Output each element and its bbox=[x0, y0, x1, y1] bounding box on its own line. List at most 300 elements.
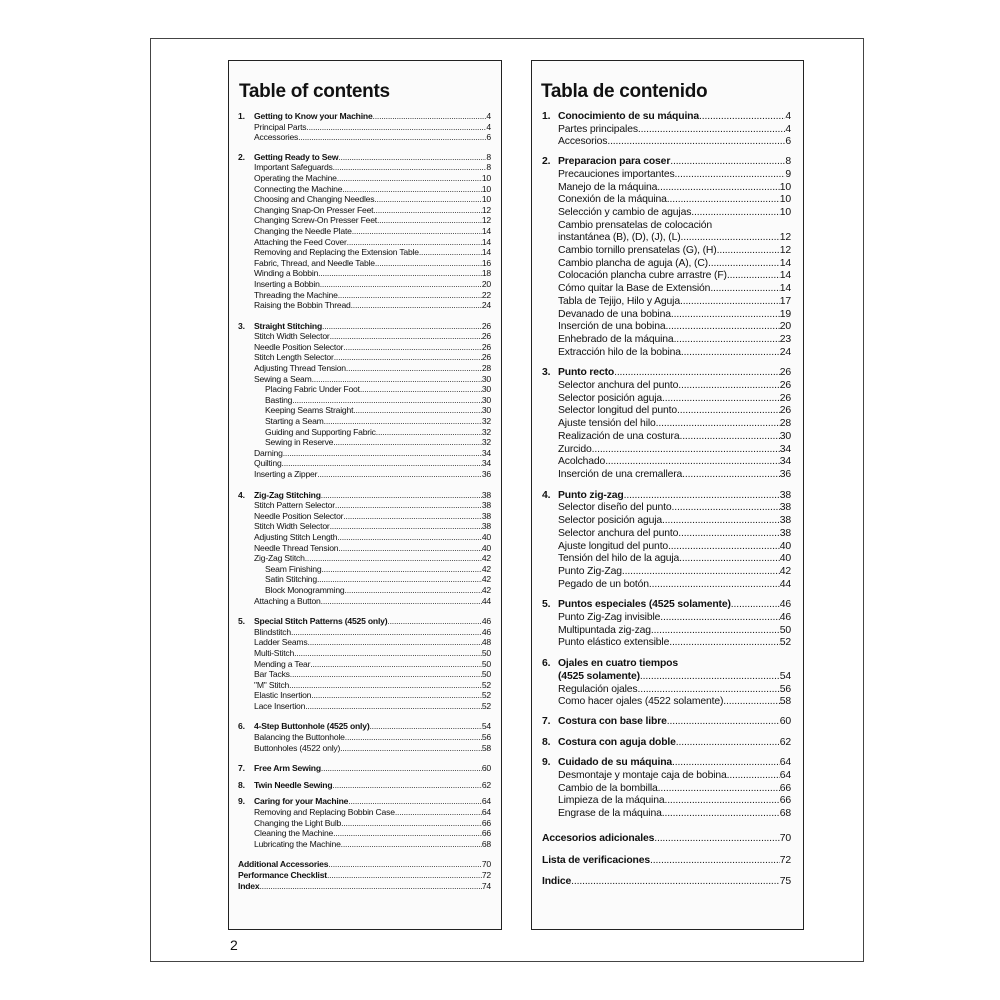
toc-entry[interactable] bbox=[542, 566, 791, 579]
toc-dot-leader bbox=[292, 395, 482, 406]
toc-entry-label: Stitch Length Selector bbox=[254, 352, 334, 363]
toc-entry-label: Removing and Replacing Bobbin Case bbox=[254, 807, 395, 818]
toc-entry-label: (4525 solamente) bbox=[558, 670, 640, 682]
toc-entry[interactable] bbox=[542, 833, 791, 846]
toc-entry[interactable] bbox=[238, 721, 491, 732]
toc-entry[interactable] bbox=[238, 205, 491, 216]
toc-entry-number: 9. bbox=[238, 796, 245, 807]
toc-entry-label: Desmontaje y montaje caja de bobina bbox=[558, 770, 727, 782]
toc-entry[interactable] bbox=[238, 500, 491, 511]
toc-dot-leader bbox=[338, 290, 482, 301]
toc-entry[interactable] bbox=[238, 780, 491, 791]
toc-entry-page: 64 bbox=[481, 796, 491, 807]
toc-entry-label: Inserting a Zipper bbox=[254, 469, 318, 479]
toc-entry-label: Punto Zig-Zag bbox=[558, 565, 622, 577]
toc-entry-page: 10 bbox=[481, 194, 491, 205]
toc-entry-page: 4 bbox=[486, 111, 491, 121]
toc-entry[interactable] bbox=[238, 331, 491, 342]
toc-entry[interactable] bbox=[238, 490, 491, 501]
toc-entry-label: Starting a Seam bbox=[265, 416, 324, 427]
toc-entry-label: instantánea (B), (D), (J), (L) bbox=[558, 232, 681, 244]
toc-entry[interactable] bbox=[238, 122, 491, 133]
toc-entry[interactable] bbox=[238, 564, 491, 575]
toc-entry-page: 72 bbox=[481, 870, 491, 880]
toc-entry[interactable] bbox=[542, 658, 791, 671]
toc-entry[interactable] bbox=[238, 543, 491, 554]
toc-entry[interactable] bbox=[238, 111, 491, 122]
toc-entry-page: 62 bbox=[779, 736, 791, 748]
toc-entry[interactable] bbox=[238, 374, 491, 385]
toc-entry[interactable] bbox=[238, 859, 491, 870]
toc-entry-page: 28 bbox=[481, 363, 491, 374]
toc-entry[interactable] bbox=[238, 237, 491, 248]
toc-entry[interactable] bbox=[542, 876, 791, 889]
toc-entry[interactable] bbox=[238, 321, 491, 332]
toc-entry-label: Cleaning the Machine bbox=[254, 828, 334, 839]
toc-section bbox=[542, 490, 791, 592]
toc-entry[interactable] bbox=[542, 716, 791, 729]
toc-dot-leader bbox=[282, 458, 482, 469]
toc-entry[interactable] bbox=[238, 743, 491, 754]
toc-dot-leader bbox=[717, 245, 780, 258]
toc-entry-page: 42 bbox=[481, 553, 491, 564]
toc-dot-leader bbox=[334, 352, 482, 363]
toc-section bbox=[238, 152, 491, 311]
toc-dot-leader bbox=[708, 258, 780, 271]
toc-entry-label: Changing the Light Bulb bbox=[254, 817, 342, 828]
toc-entry-label: Straight Stitching bbox=[254, 320, 323, 331]
toc-entry-page: 70 bbox=[779, 832, 791, 844]
toc-entry-page: 46 bbox=[481, 626, 491, 637]
toc-entry[interactable] bbox=[238, 648, 491, 659]
toc-entry[interactable] bbox=[542, 111, 791, 124]
toc-entry-number: 2. bbox=[238, 151, 245, 162]
toc-dot-leader bbox=[699, 111, 785, 124]
toc-entry-page: 30 bbox=[481, 384, 491, 395]
toc-entry[interactable] bbox=[542, 612, 791, 625]
toc-entry[interactable] bbox=[542, 334, 791, 347]
toc-entry-page: 32 bbox=[481, 416, 491, 427]
toc-entry-label: Threading the Machine bbox=[254, 289, 338, 300]
toc-entry[interactable] bbox=[542, 321, 791, 334]
toc-entry-label: Precauciones importantes bbox=[558, 168, 675, 180]
toc-entry-label: Selector posición aguja bbox=[558, 515, 662, 527]
toc-entry-number: 8. bbox=[238, 779, 245, 790]
toc-entry[interactable] bbox=[238, 763, 491, 774]
toc-entry-label: Changing Snap-On Presser Feet bbox=[254, 204, 374, 215]
toc-entry[interactable] bbox=[238, 395, 491, 406]
toc-entry-page: 14 bbox=[779, 283, 791, 295]
toc-section bbox=[238, 796, 491, 849]
toc-entry-label: Choosing and Changing Needles bbox=[254, 194, 375, 205]
toc-dot-leader bbox=[332, 780, 481, 791]
toc-entry-page: 8 bbox=[486, 151, 491, 162]
toc-entry-label: Winding a Bobbin bbox=[254, 268, 319, 279]
toc-entry-page: 8 bbox=[785, 156, 791, 168]
toc-entry-page: 6 bbox=[785, 136, 791, 148]
toc-entry-page: 6 bbox=[486, 132, 491, 143]
toc-entry-label: Darning bbox=[254, 447, 283, 458]
toc-entry[interactable] bbox=[238, 437, 491, 448]
toc-entry[interactable] bbox=[238, 659, 491, 670]
toc-entry[interactable] bbox=[542, 490, 791, 503]
toc-entry[interactable] bbox=[542, 207, 791, 220]
toc-entry-label: Tabla de Tejijo, Hilo y Aguja bbox=[558, 295, 680, 307]
toc-entry[interactable] bbox=[238, 732, 491, 743]
toc-entry[interactable] bbox=[542, 637, 791, 650]
toc-entry-label: Connecting the Machine bbox=[254, 183, 343, 194]
toc-section bbox=[542, 111, 791, 149]
toc-entry[interactable] bbox=[238, 384, 491, 395]
toc-entry-page: 14 bbox=[481, 247, 491, 258]
toc-entry[interactable] bbox=[238, 585, 491, 596]
toc-entry-page: 70 bbox=[481, 859, 491, 870]
toc-entry[interactable] bbox=[238, 300, 491, 311]
toc-entry-label: Realización de una costura bbox=[558, 430, 680, 442]
toc-entry-page: 9 bbox=[785, 168, 791, 180]
toc-entry[interactable] bbox=[542, 855, 791, 868]
toc-entry-label: Punto recto bbox=[558, 367, 615, 379]
toc-entry[interactable] bbox=[238, 405, 491, 416]
toc-entry-label: Cambio tornillo prensatelas (G), (H) bbox=[558, 245, 717, 257]
toc-dot-leader bbox=[306, 122, 486, 133]
toc-dot-leader bbox=[328, 859, 482, 870]
toc-entry[interactable] bbox=[542, 258, 791, 271]
toc-entry-label: Needle Thread Tension bbox=[254, 542, 339, 553]
toc-entry[interactable] bbox=[238, 352, 491, 363]
toc-entry-page: 46 bbox=[779, 612, 791, 624]
toc-section bbox=[238, 859, 491, 891]
toc-entry[interactable] bbox=[542, 469, 791, 482]
toc-dot-leader bbox=[650, 855, 780, 868]
toc-entry[interactable] bbox=[238, 458, 491, 469]
toc-entry-page: 10 bbox=[779, 194, 791, 206]
toc-entry[interactable] bbox=[542, 795, 791, 808]
toc-entry-page: 32 bbox=[481, 437, 491, 448]
toc-entry[interactable] bbox=[238, 881, 491, 892]
toc-entry-page: 26 bbox=[779, 367, 791, 379]
toc-entry-page: 50 bbox=[779, 624, 791, 636]
toc-entry-label: Additional Accessories bbox=[238, 859, 329, 870]
toc-dot-leader bbox=[322, 321, 482, 332]
toc-entry[interactable] bbox=[542, 553, 791, 566]
toc-dot-leader bbox=[338, 543, 481, 554]
toc-entry[interactable] bbox=[542, 169, 791, 182]
toc-entry[interactable] bbox=[238, 215, 491, 226]
toc-entry-label: Sewing a Seam bbox=[254, 373, 312, 384]
spanish-toc-panel bbox=[531, 60, 804, 930]
toc-entry[interactable] bbox=[238, 132, 491, 143]
toc-entry-number: 1. bbox=[542, 111, 551, 122]
toc-dot-leader bbox=[317, 469, 482, 480]
toc-entry[interactable] bbox=[238, 627, 491, 638]
toc-entry[interactable] bbox=[542, 696, 791, 709]
toc-entry[interactable] bbox=[238, 162, 491, 173]
toc-entry[interactable] bbox=[238, 342, 491, 353]
toc-section bbox=[238, 763, 491, 774]
toc-entry[interactable] bbox=[542, 541, 791, 554]
toc-dot-leader bbox=[667, 716, 780, 729]
toc-entry-number: 3. bbox=[542, 367, 551, 379]
toc-entry-label: Twin Needle Sewing bbox=[254, 779, 333, 790]
toc-entry-page: 17 bbox=[779, 295, 791, 307]
toc-entry-page: 62 bbox=[481, 779, 491, 790]
toc-entry[interactable] bbox=[542, 757, 791, 770]
toc-entry-page: 14 bbox=[481, 225, 491, 236]
toc-entry[interactable] bbox=[542, 444, 791, 457]
toc-dot-leader bbox=[327, 870, 482, 881]
toc-entry[interactable] bbox=[238, 839, 491, 850]
toc-entry[interactable] bbox=[238, 173, 491, 184]
toc-entry-label: Preparacion para coser bbox=[558, 156, 671, 168]
toc-entry[interactable] bbox=[542, 194, 791, 207]
toc-entry[interactable] bbox=[238, 194, 491, 205]
toc-entry-label: Fabric, Thread, and Needle Table bbox=[254, 257, 375, 268]
english-toc-title: Table of contents bbox=[239, 81, 390, 102]
toc-dot-leader bbox=[664, 795, 779, 808]
toc-dot-leader bbox=[679, 431, 779, 444]
toc-entry-number: 7. bbox=[238, 763, 245, 774]
toc-entry[interactable] bbox=[542, 502, 791, 515]
toc-entry[interactable] bbox=[542, 671, 791, 684]
toc-entry[interactable] bbox=[238, 828, 491, 839]
toc-entry-page: 64 bbox=[481, 807, 491, 818]
spanish-toc-title: Tabla de contenido bbox=[541, 81, 708, 102]
toc-entry-label: Puntos especiales (4525 solamente) bbox=[558, 599, 731, 611]
toc-entry-page: 30 bbox=[481, 405, 491, 416]
toc-dot-leader bbox=[317, 574, 482, 585]
toc-entry[interactable] bbox=[238, 818, 491, 829]
toc-entry-number: 8. bbox=[542, 736, 551, 748]
toc-entry[interactable] bbox=[542, 515, 791, 528]
toc-entry[interactable] bbox=[542, 528, 791, 541]
toc-entry-page: 23 bbox=[779, 333, 791, 345]
toc-entry[interactable] bbox=[542, 283, 791, 296]
toc-dot-leader bbox=[311, 690, 482, 701]
toc-entry-page: 68 bbox=[779, 808, 791, 820]
toc-entry[interactable] bbox=[542, 136, 791, 149]
toc-dot-leader bbox=[290, 669, 482, 680]
toc-entry-page: 30 bbox=[481, 394, 491, 405]
toc-dot-leader bbox=[671, 309, 780, 322]
toc-entry[interactable] bbox=[238, 511, 491, 522]
toc-entry[interactable] bbox=[542, 684, 791, 697]
toc-dot-leader bbox=[337, 173, 482, 184]
toc-entry-label: Changing the Needle Plate bbox=[254, 225, 352, 236]
toc-entry-page: 30 bbox=[481, 373, 491, 384]
toc-entry-page: 12 bbox=[481, 215, 491, 226]
toc-entry[interactable] bbox=[542, 599, 791, 612]
toc-entry[interactable] bbox=[542, 232, 791, 245]
toc-entry[interactable] bbox=[238, 290, 491, 301]
toc-entry-page: 10 bbox=[779, 206, 791, 218]
toc-entry-label: Special Stitch Patterns (4525 only) bbox=[254, 616, 388, 627]
toc-entry-page: 4 bbox=[486, 121, 491, 132]
toc-dot-leader bbox=[723, 696, 779, 709]
toc-entry[interactable] bbox=[542, 182, 791, 195]
toc-dot-leader bbox=[312, 374, 482, 385]
toc-entry-label: Como hacer ojales (4522 solamente) bbox=[558, 696, 724, 708]
toc-entry[interactable] bbox=[542, 347, 791, 360]
toc-entry[interactable] bbox=[542, 625, 791, 638]
toc-entry-number: 7. bbox=[542, 715, 551, 727]
toc-entry-label: Acolchado bbox=[558, 456, 606, 468]
toc-dot-leader bbox=[674, 334, 780, 347]
toc-entry-label: Punto elástico extensible bbox=[558, 637, 670, 649]
toc-entry-number: 1. bbox=[238, 111, 245, 121]
toc-entry[interactable] bbox=[542, 393, 791, 406]
toc-entry-page: 40 bbox=[481, 531, 491, 542]
toc-dot-leader bbox=[340, 743, 482, 754]
toc-dot-leader bbox=[605, 456, 780, 469]
spanish-toc-list bbox=[542, 111, 791, 889]
toc-entry[interactable] bbox=[542, 770, 791, 783]
toc-entry[interactable] bbox=[542, 783, 791, 796]
toc-entry[interactable] bbox=[542, 405, 791, 418]
toc-entry[interactable] bbox=[238, 258, 491, 269]
toc-entry-label: Block Monogramming bbox=[265, 584, 345, 595]
toc-entry-page: 26 bbox=[779, 380, 791, 392]
toc-entry[interactable] bbox=[238, 807, 491, 818]
toc-entry[interactable] bbox=[238, 596, 491, 607]
toc-dot-leader bbox=[662, 393, 780, 406]
toc-entry[interactable] bbox=[238, 637, 491, 648]
toc-entry-label: Lista de verificaciones bbox=[542, 854, 651, 866]
toc-entry[interactable] bbox=[238, 363, 491, 374]
toc-entry-page: 66 bbox=[779, 782, 791, 794]
toc-entry[interactable] bbox=[238, 616, 491, 627]
toc-entry-page: 34 bbox=[481, 447, 491, 458]
toc-dot-leader bbox=[373, 205, 481, 216]
toc-entry[interactable] bbox=[238, 416, 491, 427]
toc-dot-leader bbox=[710, 283, 779, 296]
toc-entry[interactable] bbox=[542, 270, 791, 283]
toc-entry[interactable] bbox=[542, 380, 791, 393]
toc-entry-page: 26 bbox=[481, 331, 491, 342]
toc-entry-page: 52 bbox=[779, 637, 791, 649]
toc-entry-page: 24 bbox=[779, 346, 791, 358]
toc-section bbox=[238, 616, 491, 711]
toc-section bbox=[238, 780, 491, 791]
toc-entry-page: 66 bbox=[779, 795, 791, 807]
toc-dot-leader bbox=[375, 258, 482, 269]
toc-entry-page: 42 bbox=[481, 584, 491, 595]
toc-section bbox=[542, 737, 791, 750]
toc-entry-label: Attaching the Feed Cover bbox=[254, 236, 347, 247]
toc-entry-label: Zurcido bbox=[558, 443, 592, 455]
toc-entry[interactable] bbox=[542, 418, 791, 431]
toc-entry[interactable] bbox=[238, 796, 491, 807]
toc-entry[interactable] bbox=[238, 184, 491, 195]
toc-dot-leader bbox=[345, 585, 482, 596]
toc-entry[interactable] bbox=[238, 448, 491, 459]
toc-dot-leader bbox=[727, 770, 780, 783]
toc-entry-label: Elastic Insertion bbox=[254, 690, 312, 701]
toc-entry[interactable] bbox=[542, 737, 791, 750]
toc-entry[interactable] bbox=[238, 268, 491, 279]
toc-dot-leader bbox=[649, 579, 780, 592]
toc-entry-label: Removing and Replacing the Extension Table bbox=[254, 247, 419, 258]
toc-dot-leader bbox=[310, 659, 482, 670]
toc-entry[interactable] bbox=[542, 220, 791, 233]
toc-entry[interactable] bbox=[238, 469, 491, 480]
toc-entry[interactable] bbox=[238, 521, 491, 532]
toc-entry-label: Raising the Bobbin Thread bbox=[254, 300, 351, 311]
toc-entry-page: 18 bbox=[481, 268, 491, 279]
toc-entry-page: 50 bbox=[481, 647, 491, 658]
toc-dot-leader bbox=[662, 515, 780, 528]
toc-entry[interactable] bbox=[238, 553, 491, 564]
toc-entry-label: Limpieza de la máquina bbox=[558, 795, 665, 807]
toc-entry-page: 20 bbox=[481, 278, 491, 289]
toc-entry[interactable] bbox=[238, 427, 491, 438]
toc-dot-leader bbox=[675, 169, 786, 182]
toc-entry-page: 52 bbox=[481, 700, 491, 711]
toc-entry-page: 38 bbox=[779, 515, 791, 527]
toc-entry[interactable] bbox=[238, 690, 491, 701]
toc-entry-page: 58 bbox=[481, 742, 491, 753]
toc-entry[interactable] bbox=[542, 808, 791, 821]
toc-entry-number: 6. bbox=[238, 721, 245, 732]
toc-entry-page: 26 bbox=[779, 405, 791, 417]
toc-dot-leader bbox=[376, 427, 482, 438]
toc-entry[interactable] bbox=[542, 296, 791, 309]
toc-dot-leader bbox=[298, 132, 486, 143]
toc-entry[interactable] bbox=[238, 247, 491, 258]
toc-entry[interactable] bbox=[542, 309, 791, 322]
toc-entry[interactable] bbox=[238, 279, 491, 290]
toc-entry[interactable] bbox=[238, 680, 491, 691]
toc-entry[interactable] bbox=[542, 431, 791, 444]
toc-entry-page: 26 bbox=[481, 341, 491, 352]
toc-entry[interactable] bbox=[542, 367, 791, 380]
toc-entry[interactable] bbox=[542, 579, 791, 592]
toc-entry-label: Guiding and Supporting Fabric bbox=[265, 426, 376, 437]
toc-dot-leader bbox=[656, 418, 780, 431]
toc-dot-leader bbox=[669, 637, 780, 650]
toc-entry[interactable] bbox=[542, 456, 791, 469]
toc-entry[interactable] bbox=[542, 156, 791, 169]
toc-entry-label: Adjusting Stitch Length bbox=[254, 531, 338, 542]
toc-entry-number: 6. bbox=[542, 658, 551, 670]
toc-entry-page: 40 bbox=[779, 540, 791, 552]
toc-entry-label: "M" Stitch bbox=[254, 679, 290, 690]
toc-entry[interactable] bbox=[238, 669, 491, 680]
toc-entry[interactable] bbox=[238, 870, 491, 881]
toc-entry-label: Selector anchura del punto bbox=[558, 527, 679, 539]
toc-entry-page: 26 bbox=[779, 392, 791, 404]
toc-entry-label: Bar Tacks bbox=[254, 669, 290, 680]
toc-entry-page: 38 bbox=[779, 527, 791, 539]
toc-entry-label: Colocación plancha cubre arrastre (F) bbox=[558, 270, 727, 282]
toc-dot-leader bbox=[308, 637, 482, 648]
toc-entry[interactable] bbox=[238, 574, 491, 585]
toc-entry-page: 36 bbox=[481, 469, 491, 479]
toc-entry-page: 19 bbox=[779, 308, 791, 320]
toc-dot-leader bbox=[351, 300, 482, 311]
toc-dot-leader bbox=[640, 671, 780, 684]
toc-entry-label: Placing Fabric Under Foot bbox=[265, 384, 360, 395]
toc-entry[interactable] bbox=[542, 245, 791, 258]
toc-section bbox=[542, 367, 791, 481]
toc-dot-leader bbox=[333, 162, 487, 173]
toc-entry-page: 46 bbox=[779, 599, 791, 611]
toc-entry[interactable] bbox=[238, 152, 491, 163]
toc-entry[interactable] bbox=[238, 701, 491, 712]
toc-entry[interactable] bbox=[238, 532, 491, 543]
toc-entry[interactable] bbox=[542, 124, 791, 137]
toc-entry[interactable] bbox=[238, 226, 491, 237]
